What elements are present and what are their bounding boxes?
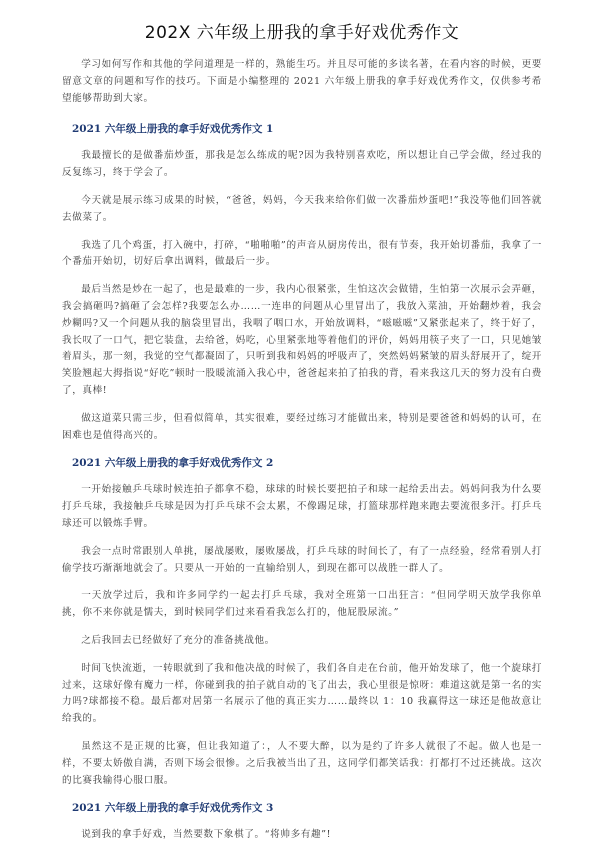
section-1-paragraph-2: 今天就是展示练习成果的时候，“爸爸，妈妈，今天我来给你们做一次番茄炒蛋吧!”我没等他们回答就去做菜了。 [62,194,542,223]
section-2-paragraph-5: 时间飞快流逝，一转眼就到了我和他决战的时候了，我们各自走在台前，他开始发球了，他一个旋球打过来，这球好像有魔力一样，你碰到我的拍子就自动的飞了出去，我心里很是惊呀：难道这就是第一名的实力吗?球都接不稳。最后都对居第一名展示了他的真正实力……最终以 1：10 我赢得这一球还是他故意让给我的。 [62,662,542,725]
document-title: 202X 六年级上册我的拿手好戏优秀作文 [144,23,460,43]
section-1-paragraph-3: 我选了几个鸡蛋，打入碗中，打碎，“啪啪啪”的声音从厨房传出，很有节奏，我开始切番茄，我拿了一个番茄开始切，切好后拿出调料，做最后一步。 [62,239,542,268]
section-1-heading: 2021 六年级上册我的拿手好戏优秀作文 1 [72,123,274,136]
section-2-paragraph-6: 虽然这不是正规的比赛，但让我知道了：，人不要大醉，以为是约了许多人就很了不起。做人也是一样，不要太娇傲自满，否则下场会很惨。之后我被当出了丑，这同学们都笑话我：打都打不过还挑战。这次的比赛我输得心服口服。 [62,740,542,786]
section-1-paragraph-1: 我最擅长的是做番茄炒蛋，那我是怎么练成的呢?因为我特别喜欢吃，所以想让自己学会做，经过我的反复练习，终于学会了。 [62,150,542,179]
section-2-heading: 2021 六年级上册我的拿手好戏优秀作文 2 [72,457,274,470]
section-2-paragraph-3: 一天放学过后，我和许多同学约一起去打乒乓球，我对全班第一口出狂言：“但同学明天放学我你单挑，你不来你就是懦夫，到时候同学们过来看看我怎么打的，他屁股尿流。” [62,590,542,619]
section-1-paragraph-5: 做这道菜只需三步，但看似简单，其实很难，要经过练习才能做出来，特别是要爸爸和妈妈的认可，在困难也是值得高兴的。 [62,412,542,441]
intro-paragraph: 学习如何写作和其他的学问道理是一样的，熟能生巧。并且尽可能的多读名著，在看内容的时候，更要留意文章的问题和写作的技巧。下面是小编整理的 2021 六年级上册我的拿手好戏优秀作文，仅供参考希望能够帮助到大家。 [62,59,542,104]
section-2-paragraph-1: 一开始接触乒乓球时候连拍子都拿不稳，球球的时候长要把拍子和球一起给丢出去。妈妈问我为什么要打乒乓球，我接触乒乓球是因为打乒乓球不会太累，不像踢足球，打篮球那样跑来跑去要流很多汗。打乒乓球还可以锻炼手臂。 [62,484,542,529]
section-3-heading: 2021 六年级上册我的拿手好戏优秀作文 3 [72,802,274,815]
section-2-paragraph-4: 之后我回去已经做好了充分的准备挑战他。 [81,634,275,646]
section-3-paragraph-1: 说到我的拿手好戏，当然要数下象棋了。“将帅多有趣”! [81,829,332,841]
section-1-paragraph-4: 最后当然是炒在一起了，也是最难的一步，我内心很紧张，生怕这次会做错，生怕第一次展示会弄砸，我会搞砸吗?搞砸了会怎样?我要怎么办……一连串的问题从心里冒出了，我放入菜油，开始翻炒着，我会炒糊吗?又一个问题从我的脑袋里冒出，我咽了咽口水，开始放调料，“嗞嗞嗞”又紧张起来了，终于好了，我长叹了一口气，把它装盘，去给爸，妈吃，心里紧张地等着他们的评价，妈妈用筷子夹了一口，只见她皱着眉头，那一刻，我觉的空气都凝固了，只听到我和妈妈的呼吸声了，突然妈妈紧皱的眉头舒展开了，绽开笑脸翘起大拇指说“好吃”顿时一股暖流涌入我心中，爸爸起来拍了拍我的背，看来我这几天的努力没有白费了，真棒! [62,284,542,396]
section-2-paragraph-2: 我会一点时常跟别人单挑，屡战屡败，屡败屡战，打乒乓球的时间长了，有了一点经验，经常看别人打偷学技巧渐渐地就会了。只要从一开始的一直输给别人，到现在都可以战胜一群人了。 [62,545,542,574]
